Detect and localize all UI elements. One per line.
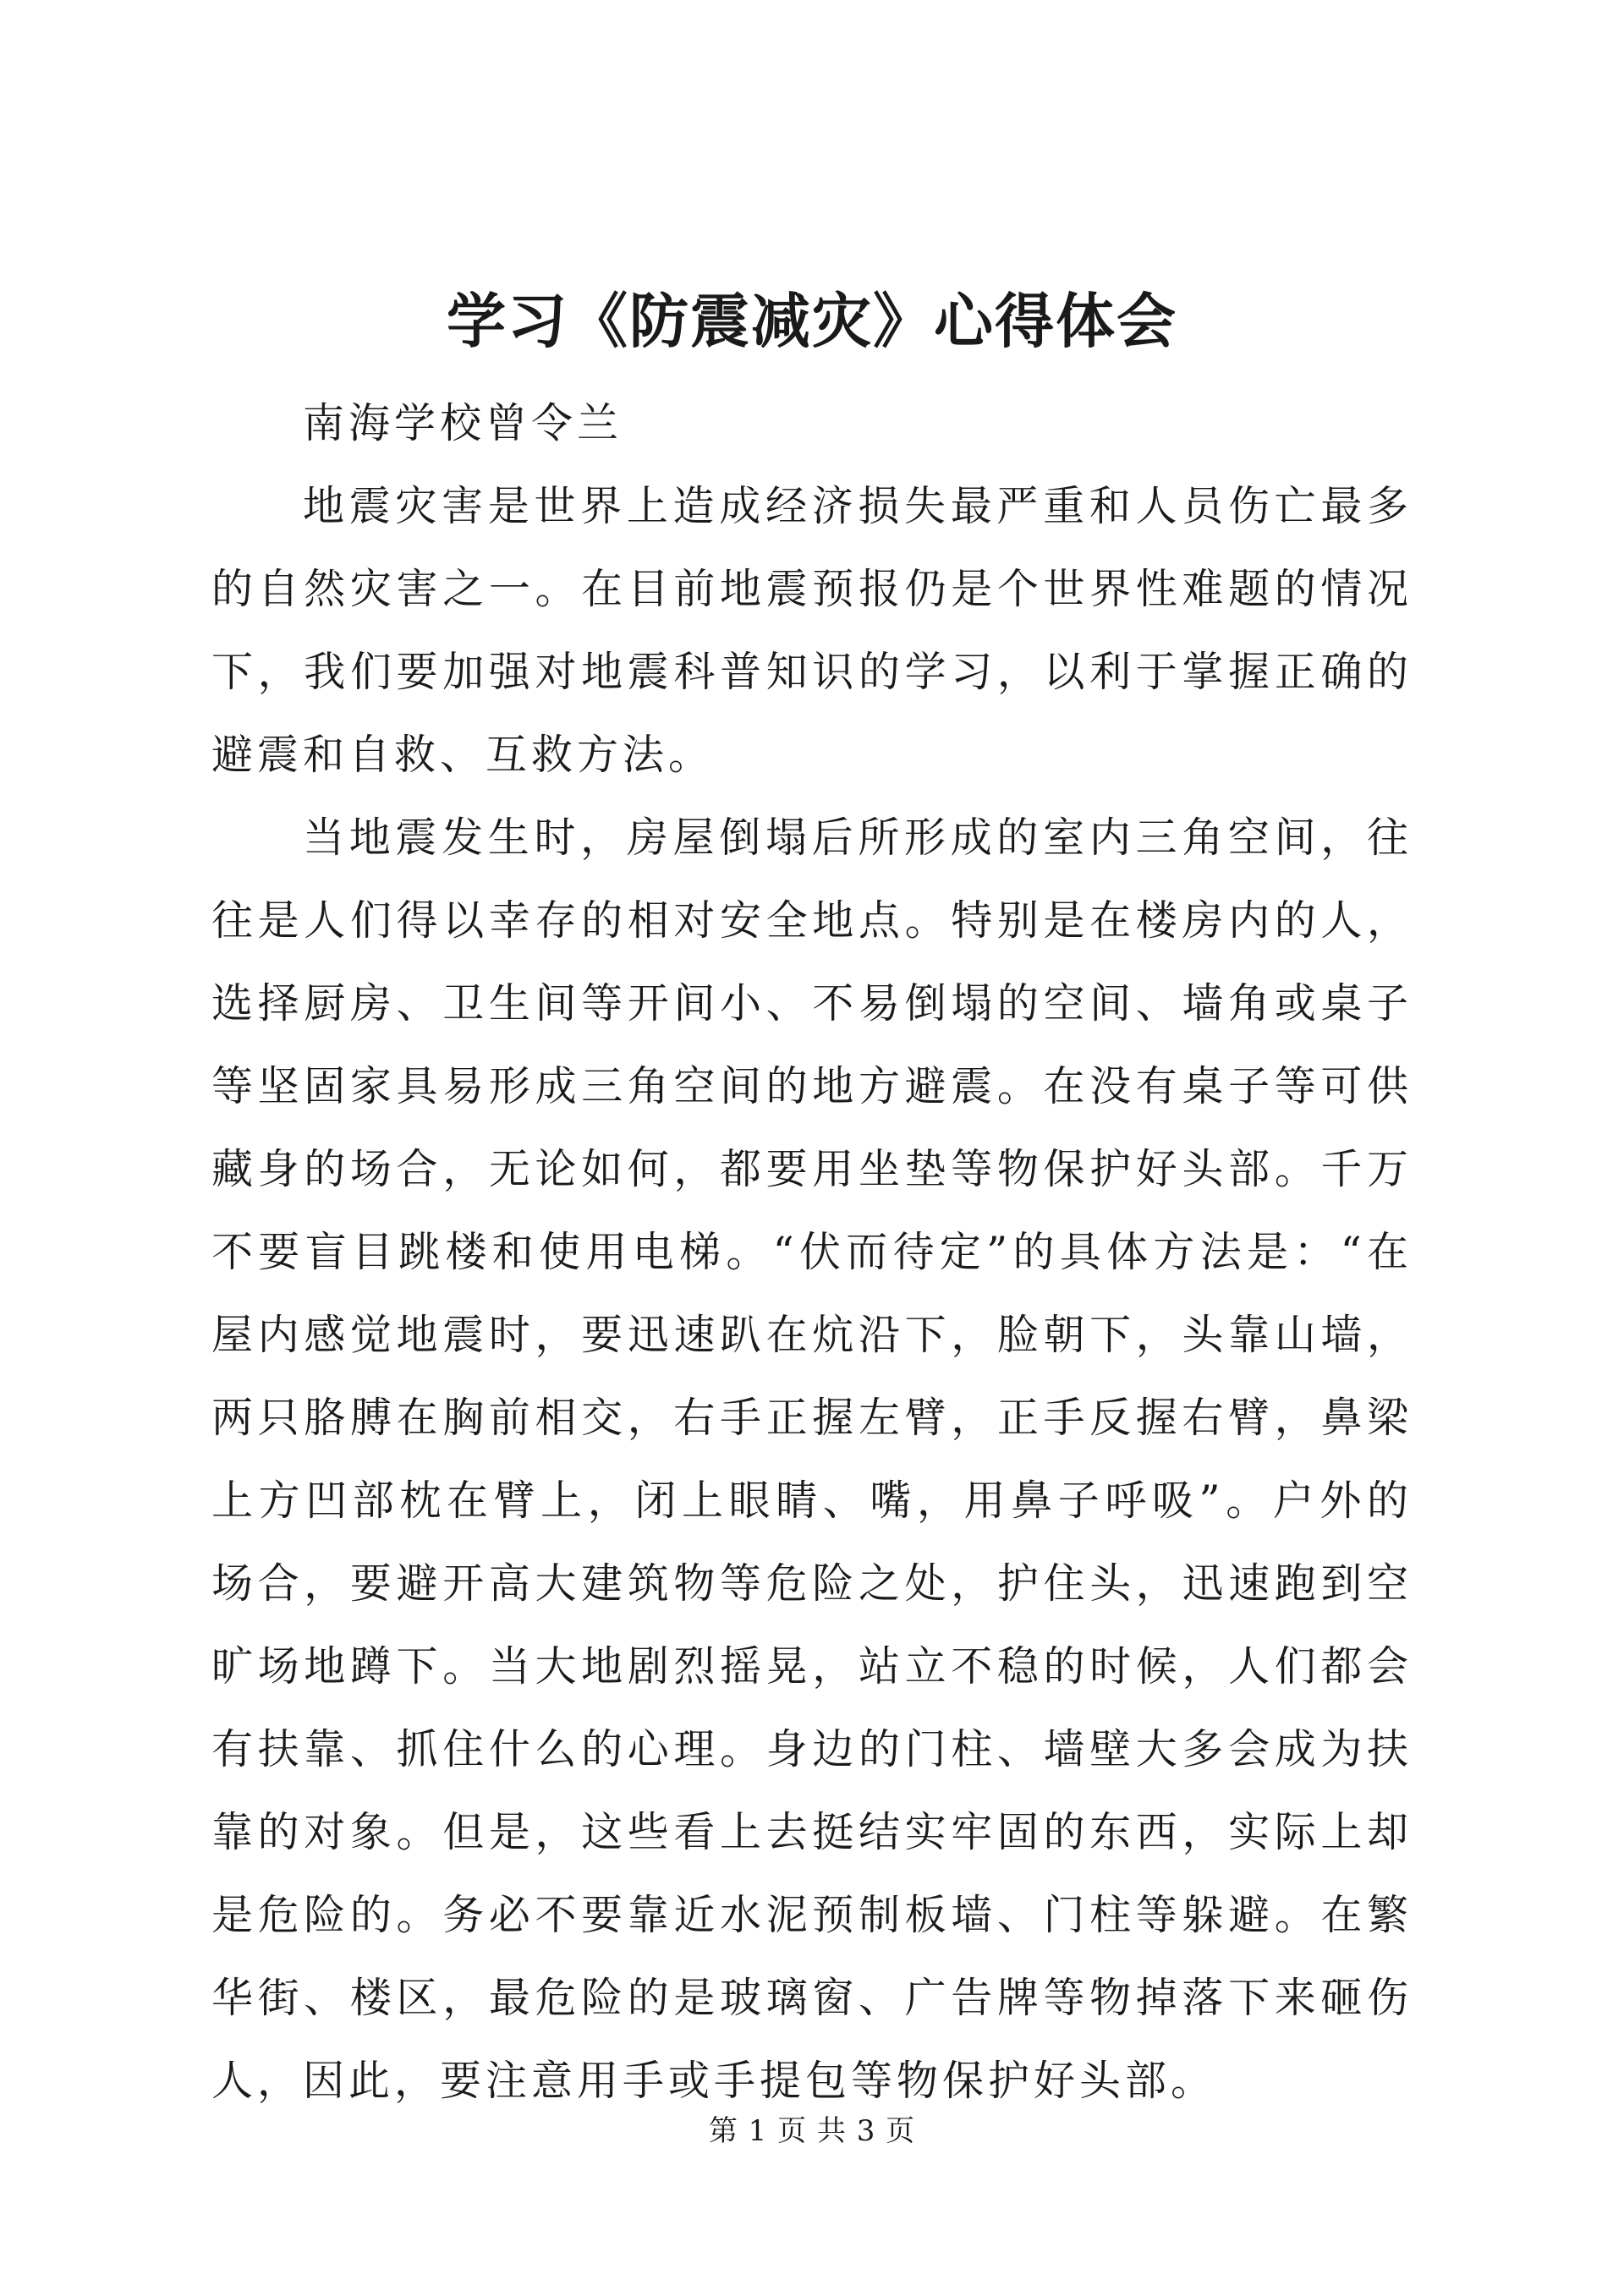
page-number-footer: 第 1 页 共 3 页	[708, 2114, 916, 2148]
paragraph-2: 当地震发生时，房屋倒塌后所形成的室内三角空间，往往是人们得以幸存的相对安全地点。特别是在楼房内的人，选择厨房、卫生间等开间小、不易倒塌的空间、墙角或桌子等坚固家具易形成三角空间的地方避震。在没有桌子等可供藏身的场合，无论如何，都要用坐垫等物保护好头部。千万不要盲目跳楼和使用电梯。“伏而待定”的具体方法是：“在屋内感觉地震时，要迅速趴在炕沿下，脸朝下，头靠山墙，两只胳膊在胸前相交，右手正握左臂，正手反握右臂，鼻梁上方凹部枕在臂上，闭上眼睛、嘴，用鼻子呼吸”。户外的场合，要避开高大建筑物等危险之处，护住头，迅速跑到空旷场地蹲下。当大地剧烈摇晃，站立不稳的时候，人们都会有扶靠、抓住什么的心理。身边的门柱、墙壁大多会成为扶靠的对象。但是，这些看上去挺结实牢固的东西，实际上却是危险的。务必不要靠近水泥预制板墙、门柱等躲避。在繁华街、楼区，最危险的是玻璃窗、广告牌等物掉落下来砸伤人，因此，要注意用手或手提包等物保护好头部。	[211, 814, 1413, 2105]
author-line: 南海学校曾令兰	[303, 399, 623, 447]
paragraph-1: 地震灾害是世界上造成经济损失最严重和人员伤亡最多的自然灾害之一。在目前地震预报仍是个世界性难题的情况下，我们要加强对地震科普知识的学习，以利于掌握正确的避震和自救、互救方法。	[211, 482, 1413, 779]
document-title: 学习《防震减灾》心得体会	[447, 286, 1177, 356]
document-body	[211, 382, 1413, 2123]
